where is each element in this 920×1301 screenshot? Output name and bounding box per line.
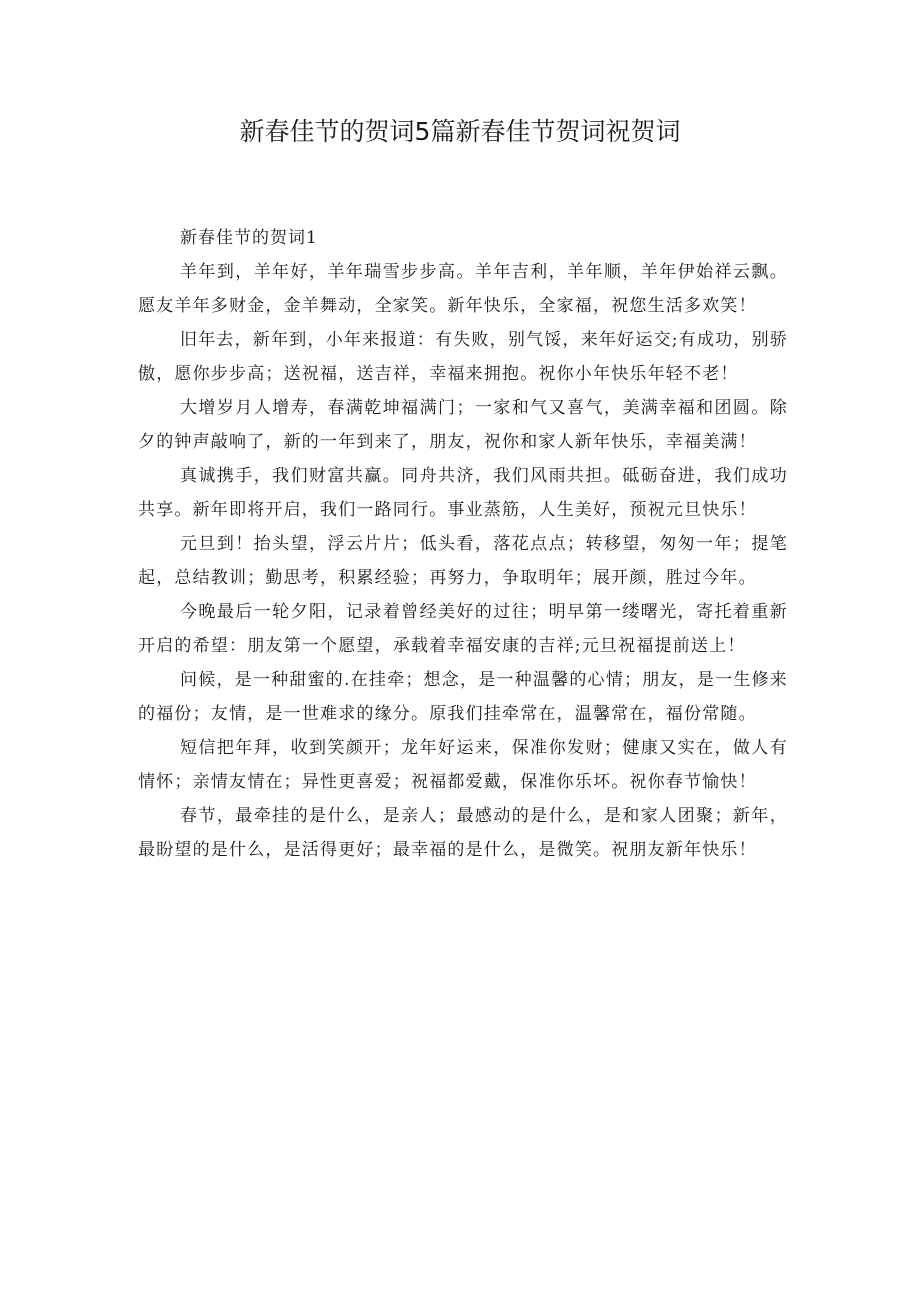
paragraph-5: 元旦到！抬头望，浮云片片；低头看，落花点点；转移望，匆匆一年；提笔起，总结教训；勤思考，积累经验；再努力，争取明年；展开颜，胜过今年。 [138,534,788,588]
paragraph-7: 问候，是一种甜蜜的.在挂牵；想念，是一种温馨的心情；朋友，是一生修来的福份；友情，是一世难求的缘分。原我们挂牵常在，温馨常在，福份常随。 [138,670,788,724]
document-body [138,222,788,867]
paragraph-1: 羊年到，羊年好，羊年瑞雪步步高。羊年吉利，羊年顺，羊年伊始祥云飘。愿友羊年多财金，金羊舞动，全家笑。新年快乐，全家福，祝您生活多欢笑！ [138,262,788,316]
section-heading: 新春佳节的贺词1 [180,228,318,248]
paragraph-3: 大增岁月人增寿，春满乾坤福满门；一家和气又喜气，美满幸福和团圆。除夕的钟声敲响了，新的一年到来了，朋友，祝你和家人新年快乐，幸福美满！ [138,398,788,452]
document-title: 新春佳节的贺词5篇新春佳节贺词祝贺词 [239,117,681,146]
paragraph-9: 春节，最牵挂的是什么，是亲人；最感动的是什么，是和家人团聚；新年，最盼望的是什么，是活得更好；最幸福的是什么，是微笑。祝朋友新年快乐！ [138,806,788,860]
paragraph-4: 真诚携手，我们财富共赢。同舟共济，我们风雨共担。砥砺奋进，我们成功共享。新年即将开启，我们一路同行。事业蒸筋，人生美好，预祝元旦快乐！ [138,466,788,520]
paragraph-8: 短信把年拜，收到笑颜开；龙年好运来，保准你发财；健康又实在，做人有情怀；亲情友情在；异性更喜爱；祝福都爱戴，保准你乐坏。祝你春节愉快！ [138,738,788,792]
paragraph-6: 今晚最后一轮夕阳，记录着曾经美好的过往；明早第一缕曙光，寄托着重新开启的希望：朋友第一个愿望，承载着幸福安康的吉祥;元旦祝福提前送上！ [138,602,788,656]
paragraph-2: 旧年去，新年到，小年来报道：有失败，别气馁，来年好运交;有成功，别骄傲，愿你步步高；送祝福，送吉祥，幸福来拥抱。祝你小年快乐年轻不老！ [138,330,788,384]
